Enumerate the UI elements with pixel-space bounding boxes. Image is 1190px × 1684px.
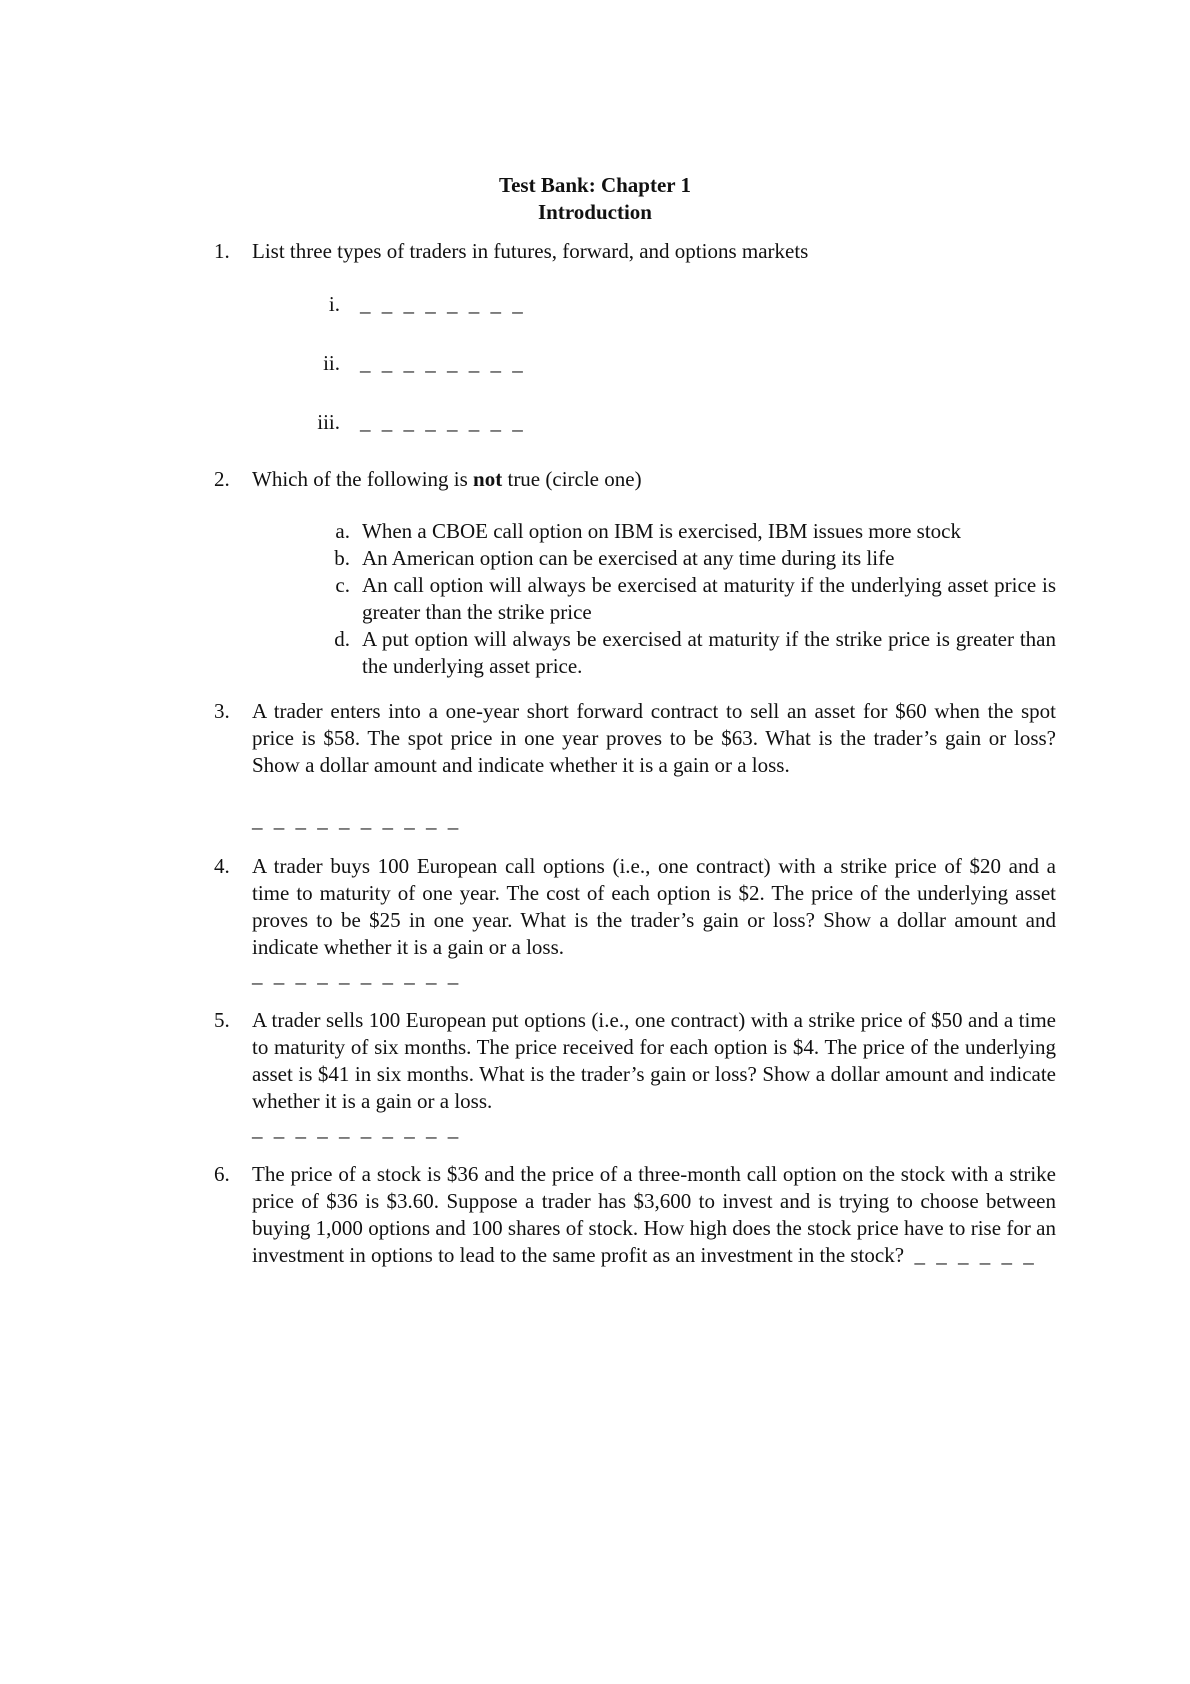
question-text — [252, 466, 1056, 493]
answer-blank[interactable]: _ _ _ _ _ _ _ _ — [360, 351, 526, 375]
item-label: ii. — [323, 351, 340, 375]
question-5 — [214, 1007, 1056, 1115]
question-text: A trader sells 100 European put options (i.e., one contract) with a strike price of $50 and a time to maturity of six months. The price received for each option is $4. The price of the underlying asset is $41 in six months. What is the trader’s gain or loss? Show a dollar amount and indicate whether it is a gain or a loss. — [252, 1008, 1056, 1113]
question-1 — [214, 238, 1056, 265]
page-title — [0, 172, 1190, 226]
item-label: iii. — [317, 410, 340, 434]
option-text: An call option will always be exercised at maturity if the underlying asset price is greater than the strike price — [362, 573, 1056, 624]
question-text-body: The price of a stock is $36 and the price of a three-month call option on the stock with a strike price of $36 is $3.60. Suppose a trader has $3,600 to invest and is trying to choose between buying 1,000 options and 100 shares of stock. How high does the stock price have to rise for an investment in options to lead to the same profit as an investment in the stock? — [252, 1162, 1056, 1267]
question-number: 3. — [214, 699, 230, 723]
emphasis-not: not — [473, 467, 503, 491]
option-text: A put option will always be exercised at maturity if the strike price is greater than the underlying asset price. — [362, 627, 1056, 678]
option-label: a. — [335, 519, 350, 543]
title-line-2: Introduction — [538, 200, 652, 224]
question-2 — [214, 466, 1056, 493]
question-number: 2. — [214, 467, 230, 491]
question-number: 4. — [214, 854, 230, 878]
option-a[interactable] — [320, 518, 1056, 545]
question-number: 5. — [214, 1008, 230, 1032]
option-label: b. — [334, 546, 350, 570]
question-text-part: true (circle one) — [502, 467, 642, 491]
answer-blank[interactable]: _ _ _ _ _ _ _ _ — [360, 292, 526, 316]
question-text-part: Which of the following is — [252, 467, 474, 491]
question-number: 6. — [214, 1162, 230, 1186]
answer-blank-3[interactable]: _ _ _ _ _ _ _ _ _ _ — [252, 808, 462, 832]
option-c[interactable] — [320, 572, 1056, 626]
answer-blank-6[interactable]: _ _ _ _ _ _ — [914, 1243, 1037, 1267]
option-list — [320, 518, 1056, 680]
option-d[interactable] — [320, 626, 1056, 680]
title-line-1: Test Bank: Chapter 1 — [499, 173, 691, 197]
question-4 — [214, 853, 1056, 961]
option-text: When a CBOE call option on IBM is exercised, IBM issues more stock — [362, 519, 961, 543]
question-text: List three types of traders in futures, forward, and options markets — [252, 239, 809, 263]
option-label: d. — [334, 627, 350, 651]
question-number: 1. — [214, 239, 230, 263]
question-text: A trader enters into a one-year short forward contract to sell an asset for $60 when the spot price is $58. The spot price in one year proves to be $63. What is the trader’s gain or loss? Show a dollar amount and indicate whether it is a gain or a loss. — [252, 699, 1056, 777]
option-text: An American option can be exercised at any time during its life — [362, 546, 895, 570]
answer-blank-5[interactable]: _ _ _ _ _ _ _ _ _ _ — [252, 1117, 462, 1141]
answer-blank[interactable]: _ _ _ _ _ _ _ _ — [360, 410, 526, 434]
answer-blank-4[interactable]: _ _ _ _ _ _ _ _ _ _ — [252, 963, 462, 987]
question-3 — [214, 698, 1056, 779]
answer-item-ii — [300, 350, 600, 377]
option-label: c. — [335, 573, 350, 597]
option-b[interactable] — [320, 545, 1056, 572]
answer-item-iii — [300, 409, 600, 436]
answer-item-i — [300, 291, 600, 318]
item-label: i. — [328, 292, 340, 316]
question-text: A trader buys 100 European call options (i.e., one contract) with a strike price of $20 and a time to maturity of one year. The cost of each option is $2. The price of the underlying asset proves to be $25 in one year. What is the trader’s gain or loss? Show a dollar amount and indicate whether it is a gain or a loss. — [252, 854, 1056, 959]
question-6 — [214, 1161, 1056, 1269]
question-text — [252, 1161, 1056, 1269]
